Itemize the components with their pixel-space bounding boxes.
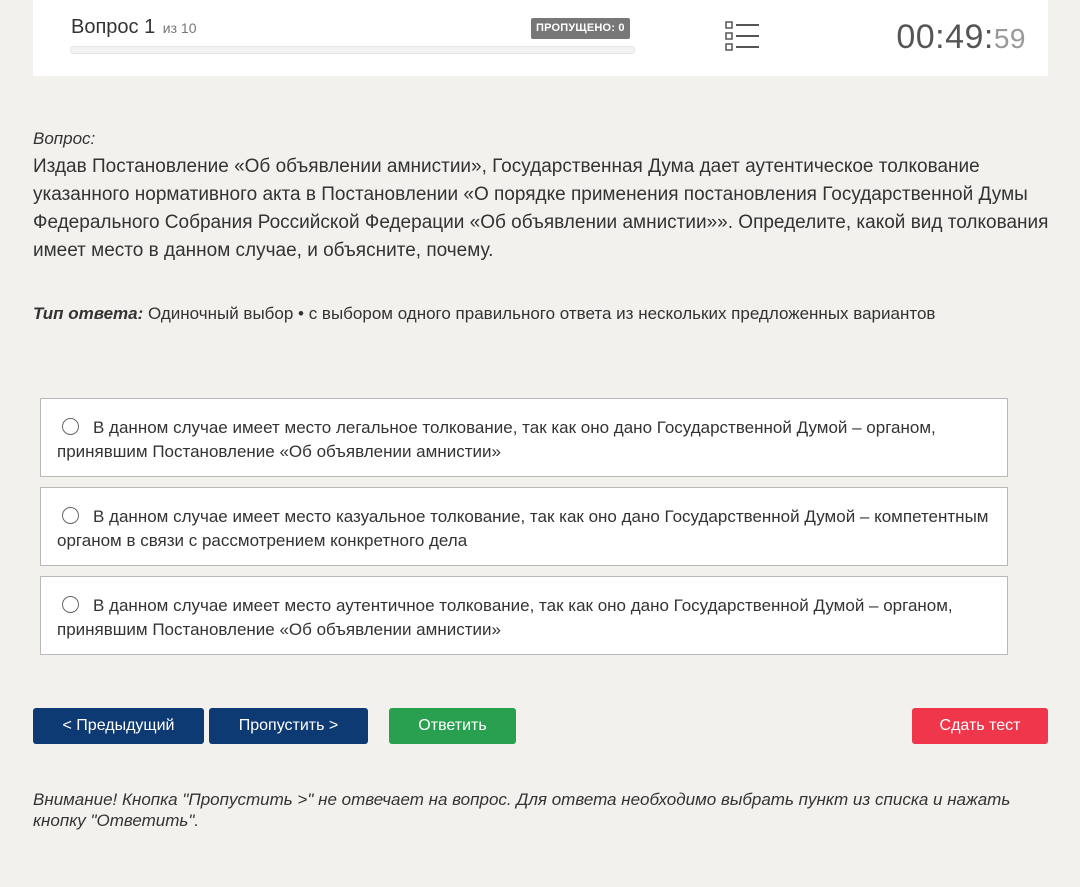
skipped-badge: ПРОПУЩЕНО: 0 [531,18,630,39]
question-text: Издав Постановление «Об объявлении амнистии», Государственная Дума дает аутентическое толкование указанного нормативного акта в Постановлении «О порядке применения постановления Государственной Думы Федерального Собрания Российской Федерации «Об объявлении амнистии»». Определите, какой вид толкования имеет место в данном случае, и объясните, почему. [33,156,1049,261]
timer [896,18,1026,57]
radio-button[interactable] [62,507,79,524]
answer-type-label: Тип ответа: [33,304,144,323]
skip-button[interactable]: Пропустить > [209,708,368,744]
warning-note: Внимание! Кнопка "Пропустить >" не отвечает на вопрос. Для ответа необходимо выбрать пункт из списка и нажать кнопку "Ответить". [33,790,1011,830]
top-bar [33,0,1048,76]
radio-button[interactable] [62,596,79,613]
answer-button[interactable]: Ответить [389,708,516,744]
answer-option-1[interactable] [40,398,1008,477]
question-label: Вопрос: [33,129,96,148]
question-number: Вопрос 1 [71,16,156,38]
answer-type-value: Одиночный выбор • с выбором одного правильного ответа из нескольких предложенных вариантов [148,304,936,323]
option-text: В данном случае имеет место легальное толкование, так как оно дано Государственной Думой – органом, принявшим Постановление «Об объявлении амнистии» [57,418,936,461]
answer-option-2[interactable] [40,487,1008,566]
option-text: В данном случае имеет место аутентичное толкование, так как оно дано Государственной Думой – органом, принявшим Постановление «Об объявлении амнистии» [57,596,953,639]
timer-seconds: 59 [993,23,1026,54]
previous-button[interactable]: < Предыдущий [33,708,204,744]
answer-type [33,304,935,324]
radio-button[interactable] [62,418,79,435]
list-icon[interactable] [725,20,761,54]
option-text: В данном случае имеет место казуальное толкование, так как оно дано Государственной Думой – компетентным органом в связи с рассмотрением конкретного дела [57,507,989,550]
question-total: из 10 [162,20,197,36]
answer-option-3[interactable] [40,576,1008,655]
question-counter [71,16,196,39]
timer-main: 00:49: [896,18,994,56]
progress-bar [70,46,635,54]
submit-test-button[interactable]: Сдать тест [912,708,1048,744]
